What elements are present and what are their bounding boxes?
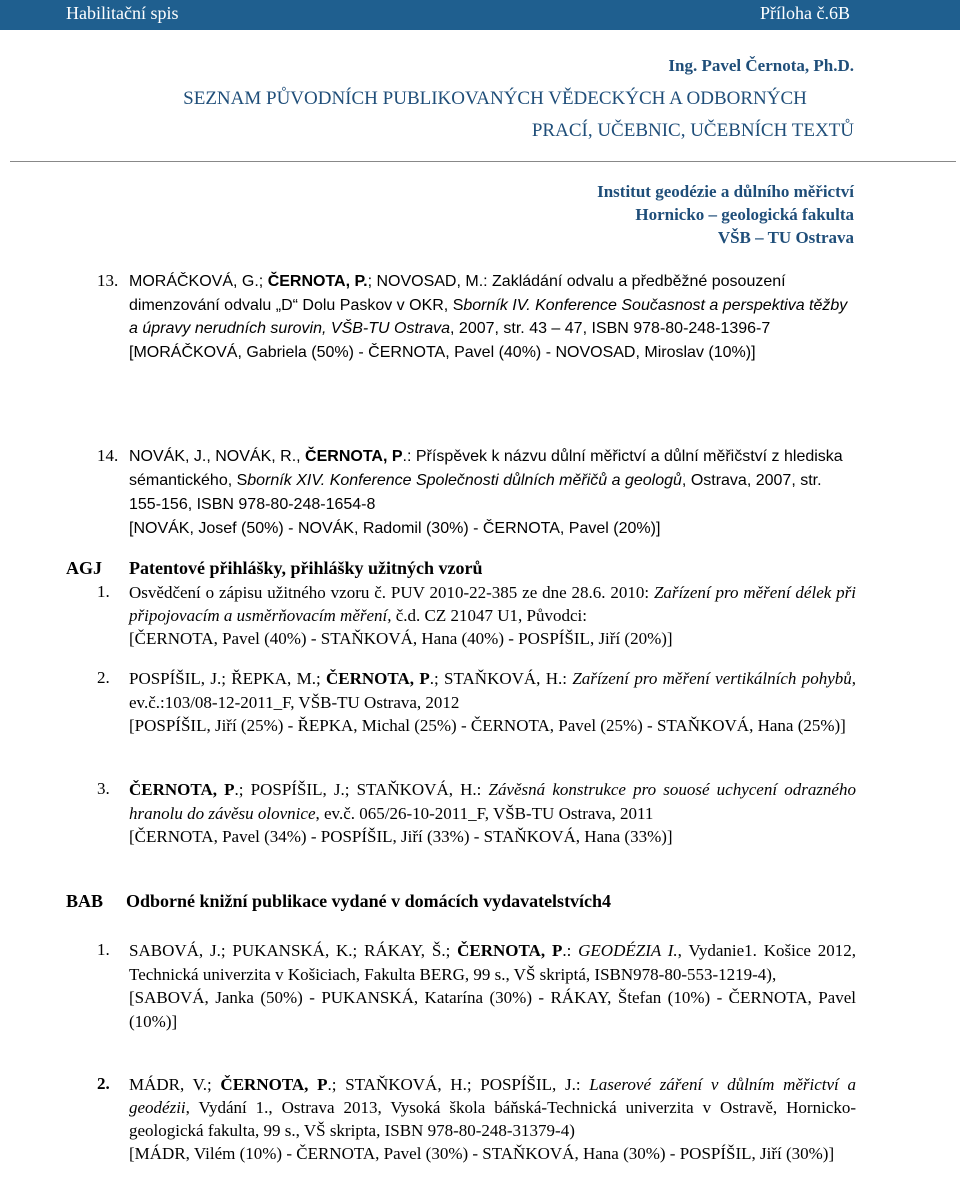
divider [10,161,956,162]
entry-author-highlight: ČERNOTA, P [305,448,403,465]
institution-line2: Hornicko – geologická fakulta [635,205,854,224]
entry-author-highlight: ČERNOTA, P [129,780,235,799]
document-title-line1: SEZNAM PŮVODNÍCH PUBLIKOVANÝCH VĚDECKÝCH A ODBORNÝCH [183,88,807,109]
entry-share: [ČERNOTA, Pavel (34%) - POSPÍŠIL, Jiří (33%) - STAŇKOVÁ, Hana (33%)] [129,827,673,846]
entry-author-highlight: ČERNOTA, P. [267,273,368,290]
entry-source: borník XIV. Konference Společnosti důlních měřičů a geologů [247,472,682,489]
institution-line3: VŠB – TU Ostrava [717,228,854,247]
entry-share: [MÁDR, Vilém (10%) - ČERNOTA, Pavel (30%) - STAŇKOVÁ, Hana (30%) - POSPÍŠIL, Jiří (30%)] [129,1144,835,1163]
entry-authors: POSPÍŠIL, J.; ŘEPKA, M.; [129,669,327,688]
entry-text: č.d. CZ 21047 U1, Původci: [391,606,588,625]
book-entry-1 [129,939,856,1033]
section-code-bab: BAB [66,891,104,911]
section-code-agj: AGJ [66,558,102,578]
entry-title: GEODÉZIA I. [578,941,678,960]
entry-share: [ČERNOTA, Pavel (40%) - STAŇKOVÁ, Hana (40%) - POSPÍŠIL, Jiří (20%)] [129,629,673,648]
entry-number: 2. [97,668,110,687]
entry-text: : Zakládání odvalu a předběžné posouzení dimenzování odvalu „D“ Dolu Paskov v OKR, S [129,273,786,314]
entry-authors: .: [562,941,579,960]
entry-number: 1. [97,582,110,601]
entry-title: Závěsná konstrukce pro souosé uchycení odrazného hranolu do závěsu olovnice [129,780,856,823]
entry-text: , ev.č.:103/08-12-2011_F, VŠB-TU Ostrava, 2012 [129,669,856,712]
entry-title: Zařízení pro měření délek při připojovacím a usměrňovacím měření, [129,583,856,625]
entry-text: Osvědčení o zápisu užitného vzoru č. PUV 2010-22-385 ze dne 28.6. 2010: [129,583,654,602]
entry-text: .: Příspěvek k názvu důlní měřictví a důlní měřičství z hlediska sémantického, S [129,448,843,489]
institution-line1: Institut geodézie a důlního měřictví [597,182,854,201]
entry-author-highlight: ČERNOTA, P [457,941,563,960]
entry-authors: SABOVÁ, J.; PUKANSKÁ, K.; RÁKAY, Š.; [129,941,458,960]
entry-authors: NOVÁK, J., NOVÁK, R., [129,448,306,465]
entry-author-highlight: ČERNOTA, P [326,669,430,688]
entry-share: [SABOVÁ, Janka (50%) - PUKANSKÁ, Katarína (30%) - RÁKAY, Štefan (10%) - ČERNOTA, Pavel (10%)] [129,988,856,1031]
entry-title: Zařízení pro měření vertikálních pohybů [572,669,852,688]
entry-author-highlight: ČERNOTA, P [220,1075,328,1094]
entry-number: 13. [97,271,119,290]
publication-entry-13 [129,270,856,364]
entry-share: [POSPÍŠIL, Jiří (25%) - ŘEPKA, Michal (25%) - ČERNOTA, Pavel (25%) - STAŇKOVÁ, Hana (25%)] [129,716,846,735]
entry-authors: MÁDR, V.; [129,1075,221,1094]
entry-number: 1. [97,940,110,959]
document-title-line2: PRACÍ, UČEBNIC, UČEBNÍCH TEXTŮ [531,120,854,141]
patent-entry-2 [129,667,856,738]
header-right: Příloha č.6B [760,3,850,23]
entry-title: Laserové záření v důlním měřictví a geodézii [129,1075,856,1117]
entry-number: 14. [97,446,119,465]
section-title-bab: Odborné knižní publikace vydané v domácích vydavatelstvích4 [126,891,612,911]
entry-share: [MORÁČKOVÁ, Gabriela (50%) - ČERNOTA, Pavel (40%) - NOVOSAD, Miroslav (10%)] [129,343,756,361]
entry-authors: ; NOVOSAD, M. [367,273,484,290]
entry-source: borník IV. Konference Současnost a perspektiva těžby a úpravy nerudních surovin, VŠB-TU Ostrava [129,296,848,337]
entry-authors: MORÁČKOVÁ, G.; [129,273,268,290]
patent-entry-3 [129,778,856,849]
entry-text: , Ostrava, 2007, str. 155-156, ISBN 978-80-248-1654-8 [129,472,822,513]
entry-authors: .; POSPÍŠIL, J.; STAŇKOVÁ, H.: [234,780,489,799]
entry-share: [NOVÁK, Josef (50%) - NOVÁK, Radomil (30%) - ČERNOTA, Pavel (20%)] [129,520,661,537]
entry-text: , 2007, str. 43 – 47, ISBN 978-80-248-1396-7 [450,320,771,337]
entry-text: , Vydanie1. Košice 2012, Technická univerzita v Košiciach, Fakulta BERG, 99 s., VŠ skriptá, ISBN978-80-553-1219-4), [129,941,856,984]
section-title-agj: Patentové přihlášky, přihlášky užitných vzorů [129,558,483,578]
entry-number: 2. [97,1074,110,1093]
publication-entry-14 [129,445,856,541]
page-header [0,0,960,30]
entry-text: , Vydání 1., Ostrava 2013, Vysoká škola báňská-Technická univerzita v Ostravě, Hornicko-geologická fakulta, 99 s., VŠ skripta, ISBN 978-80-248-31379-4) [129,1098,856,1140]
entry-authors: .; STAŇKOVÁ, H.: [429,669,573,688]
entry-text: , ev.č. 065/26-10-2011_F, VŠB-TU Ostrava, 2011 [315,803,654,823]
entry-authors: .; STAŇKOVÁ, H.; POSPÍŠIL, J.: [327,1075,590,1094]
author-name: Ing. Pavel Černota, Ph.D. [668,56,854,75]
book-entry-2 [129,1073,856,1165]
patent-entry-1 [129,581,856,650]
entry-number: 3. [97,779,110,798]
header-left: Habilitační spis [66,3,179,23]
